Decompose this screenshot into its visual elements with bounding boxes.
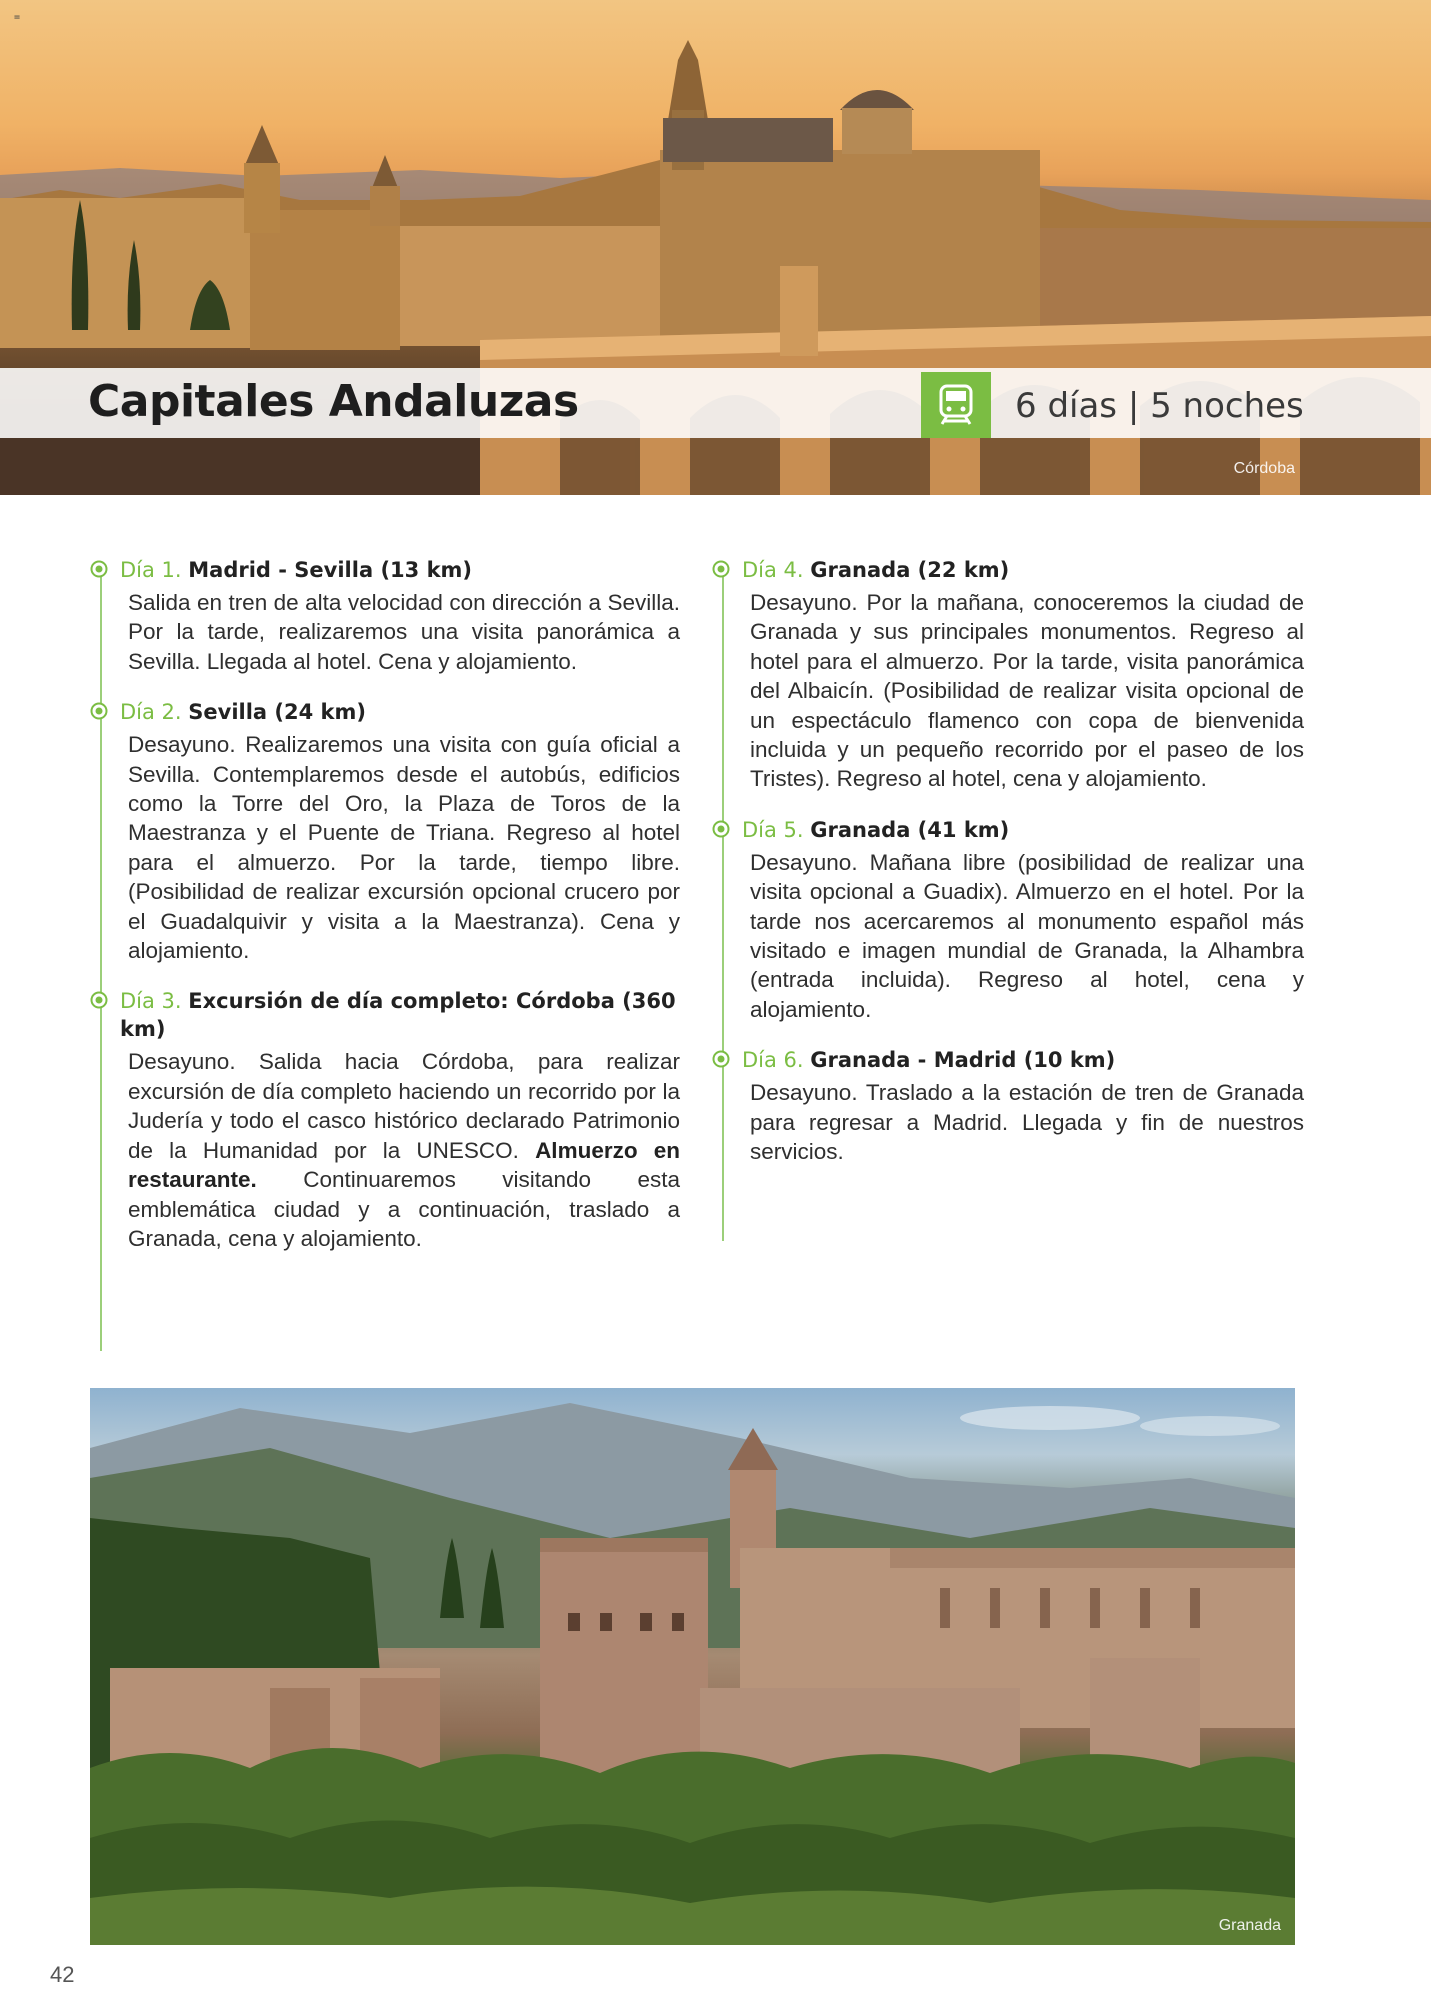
hero-image-caption: Córdoba: [1233, 460, 1295, 477]
day-number: Día 3.: [120, 989, 182, 1014]
itinerary-column-right: [712, 556, 1304, 1189]
timeline-dot-icon: [90, 991, 108, 1009]
day-number: Día 5.: [742, 817, 804, 842]
day-description: Salida en tren de alta velocidad con dirección a Sevilla. Por la tarde, realizaremos una visita panorámica a Sevilla. Llegada al hotel. Cena y alojamiento.: [128, 590, 680, 674]
day-description: [90, 1047, 680, 1253]
day-number: Día 4.: [742, 558, 804, 582]
timeline-dot-icon: [90, 560, 108, 578]
photo-caption: Granada: [1218, 1917, 1281, 1934]
day-description-highlight: Almuerzo en restaurante.: [128, 1137, 680, 1193]
day-description: Desayuno. Mañana libre (posibilidad de realizar una visita opcional a Guadix). Almuerzo en el hotel. Por la tarde nos acercaremos al monumento español más visitado e imagen mundial de Granada, la Alhambra (entrada incluida). Regreso al hotel, cena y alojamiento.: [750, 849, 1304, 1022]
day-description-part: Continuaremos visitando esta emblemática ciudad y a continuación, traslado a Granada, cena y alojamiento.: [128, 1167, 680, 1251]
day-route: Granada (22 km): [810, 558, 1010, 582]
itinerary-day: [712, 816, 1304, 1024]
day-route: Madrid - Sevilla (13 km): [188, 558, 473, 582]
day-heading: [712, 816, 1304, 844]
day-number: Día 6.: [742, 1048, 804, 1073]
itinerary-column-left: [90, 556, 680, 1275]
timeline-dot-icon: [712, 560, 730, 578]
page-number: 42: [50, 1962, 75, 1987]
day-description-part: Desayuno. Salida hacia Córdoba, para realizar excursión de día completo haciendo un recorrido por la Judería y todo el casco histórico declarado Patrimonio de la Humanidad por la UNESCO.: [128, 1049, 680, 1163]
transport-badge: [921, 372, 991, 438]
day-number: Día 1.: [120, 558, 182, 582]
timeline-dot-icon: [712, 1050, 730, 1068]
alhambra-illustration: [90, 1388, 1295, 1945]
day-route: Granada (41 km): [810, 817, 1010, 842]
day-description: Desayuno. Traslado a la estación de tren de Granada para regresar a Madrid. Llegada y fin de nuestros servicios.: [750, 1080, 1304, 1165]
itinerary-day: [90, 698, 680, 965]
itinerary-day: [712, 1046, 1304, 1166]
itinerary-day: [712, 556, 1304, 794]
day-heading: [90, 698, 680, 726]
corner-mark: =: [14, 12, 21, 23]
trip-duration: 6 días | 5 noches: [1015, 386, 1304, 426]
day-heading: [712, 1046, 1304, 1074]
day-description: Desayuno. Realizaremos una visita con guía oficial a Sevilla. Contemplaremos desde el autobús, edificios como la Torre del Oro, la Plaza de Toros de la Maestranza y el Puente de Triana. Regreso al hotel para el almuerzo. Por la tarde, tiempo libre. (Posibilidad de realizar excursión opcional crucero por el Guadalquivir y visita a la Maestranza). Cena y alojamiento.: [128, 732, 680, 964]
itinerary-day: [90, 987, 680, 1253]
day-heading: [712, 556, 1304, 584]
day-number: Día 2.: [120, 700, 182, 725]
day-route: Excursión de día completo: Córdoba (360 km): [120, 989, 676, 1042]
itinerary-day: [90, 556, 680, 676]
timeline-dot-icon: [712, 820, 730, 838]
day-heading: [90, 987, 680, 1043]
day-heading: [90, 556, 680, 584]
train-icon: [937, 384, 975, 426]
day-route: Granada - Madrid (10 km): [810, 1048, 1116, 1073]
day-description: Desayuno. Por la mañana, conoceremos la ciudad de Granada y sus principales monumentos. Regreso al hotel para el almuerzo. Por la tarde, visita panorámica del Albaicín. (Posibilidad de realizar visita opcional de un espectáculo flamenco con copa de bienvenida incluida y un pequeño recorrido por el paseo de los Tristes). Regreso al hotel, cena y alojamiento.: [750, 590, 1304, 792]
alhambra-photo: [90, 1388, 1295, 1945]
timeline-dot-icon: [90, 702, 108, 720]
page-title: Capitales Andaluzas: [88, 376, 579, 427]
day-route: Sevilla (24 km): [188, 700, 366, 725]
